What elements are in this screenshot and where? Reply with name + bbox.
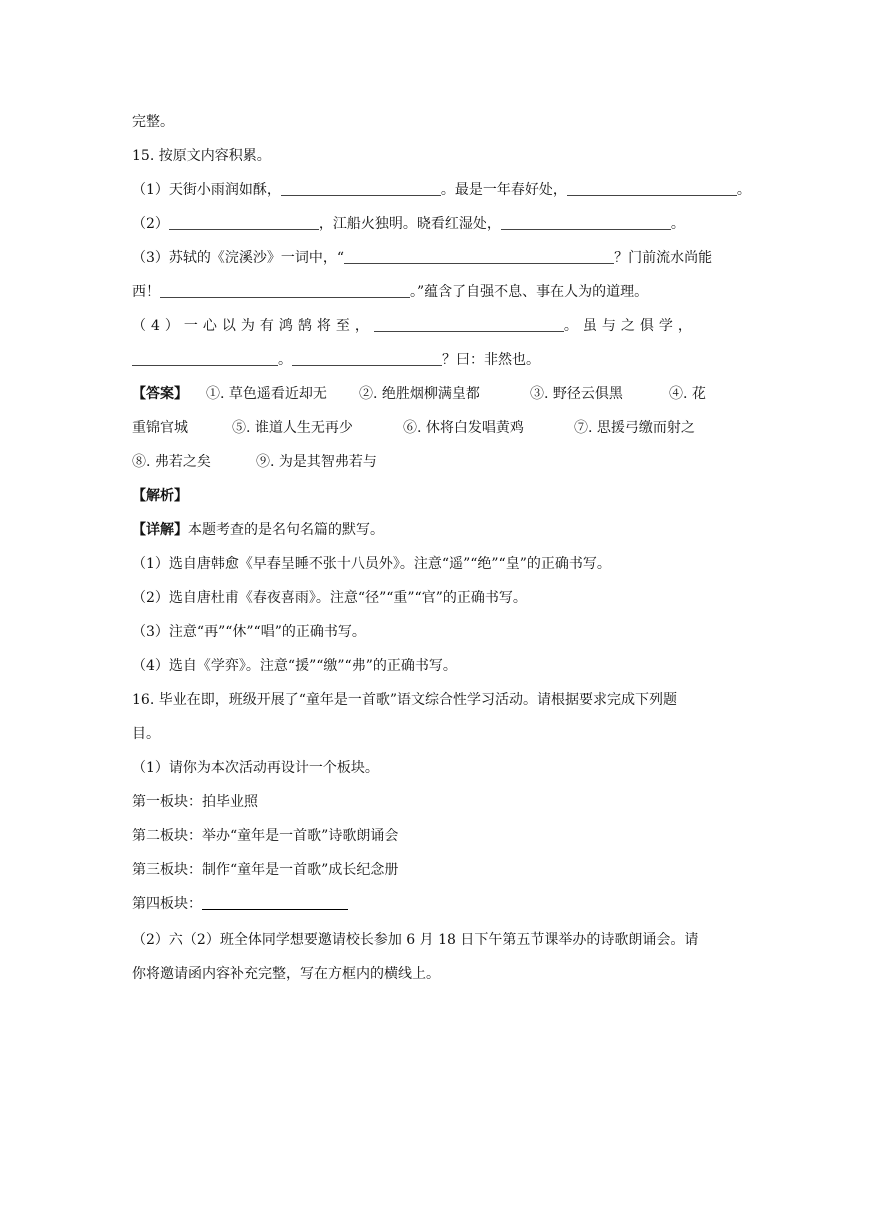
q16-item-2: （2）六（2）班全体同学想要邀请校长参加 6 月 18 日下午第五节课举办的诗歌朗诵会。请	[132, 932, 699, 948]
detail-text: 本题考查的是名句名篇的默写。	[188, 522, 384, 538]
text: ？曰：非然也。	[442, 352, 540, 368]
text: 。	[736, 182, 751, 198]
question-16-title: 16. 毕业在即，班级开展了“童年是一首歌”语文综合性学习活动。请根据要求完成下列题	[132, 692, 678, 708]
fill-blank	[202, 895, 348, 910]
text: （2）	[132, 216, 169, 232]
answer-item: 重锦官城	[132, 420, 188, 436]
text: ？门前流水尚能	[614, 250, 713, 266]
board-4	[132, 894, 348, 914]
analysis-item-1: （1）选自唐韩愈《早春呈睡不张十八员外》。注意“遥”“绝”“皇”的正确书写。	[132, 556, 611, 572]
text: （1）天街小雨润如酥，	[132, 182, 281, 198]
answer-item: ⑤. 谁道人生无再少	[232, 420, 353, 436]
board-2: 第二板块：举办“童年是一首歌”诗歌朗诵会	[132, 828, 399, 844]
analysis-label: 【解析】	[132, 488, 188, 504]
fill-blank	[292, 351, 442, 366]
fill-blank	[567, 181, 737, 196]
analysis-item-3: （3）注意“再”“休”“唱”的正确书写。	[132, 624, 366, 640]
answer-item: ④. 花	[669, 386, 706, 402]
board-1: 第一板块：拍毕业照	[132, 794, 258, 810]
answer-item: ⑦. 思援弓缴而射之	[574, 420, 695, 436]
q15-item-3	[132, 248, 712, 268]
text: ，江船火独明。晓看红湿处，	[318, 216, 501, 232]
text: 。	[670, 216, 685, 232]
answer-item: ③. 野径云俱黑	[530, 386, 623, 402]
analysis-item-4: （4）选自《学弈》。注意“援”“缴”“弗”的正确书写。	[132, 658, 457, 674]
fill-blank	[160, 283, 410, 298]
q15-item-4-cont	[132, 350, 540, 370]
answer-line-2	[132, 418, 695, 438]
answer-line-1	[132, 384, 706, 404]
q15-item-3-cont	[132, 282, 648, 302]
text: 。最是一年春好处，	[440, 182, 567, 198]
fill-blank	[374, 317, 564, 332]
text: （4）一心以为有鸿鹄将至，	[132, 318, 374, 334]
detail-label: 【详解】	[132, 522, 188, 538]
q15-item-1	[132, 180, 751, 200]
question-15-title: 15. 按原文内容积累。	[132, 148, 271, 164]
q15-item-4	[132, 316, 697, 336]
fill-blank	[344, 249, 614, 264]
analysis-item-2: （2）选自唐杜甫《春夜喜雨》。注意“径”“重”“官”的正确书写。	[132, 590, 527, 606]
q15-item-2	[132, 214, 685, 234]
text-line: 完整。	[132, 114, 174, 130]
fill-blank	[281, 181, 441, 196]
answer-line-3	[132, 452, 377, 472]
fill-blank	[169, 215, 319, 230]
text: 第四板块：	[132, 896, 202, 912]
q16-item-1: （1）请你为本次活动再设计一个板块。	[132, 760, 379, 776]
detail-line	[132, 520, 384, 540]
answer-item: ①. 草色遥看近却无	[206, 386, 327, 402]
answer-label: 【答案】	[132, 386, 188, 402]
text-line: 你将邀请函内容补充完整，写在方框内的横线上。	[132, 966, 440, 982]
text: （3）苏轼的《浣溪沙》一词中，“	[132, 250, 345, 266]
answer-item: ⑧. 弗若之矣	[132, 454, 211, 470]
answer-item: ⑨. 为是其智弗若与	[256, 454, 377, 470]
answer-item: ⑥. 休将白发唱黄鸡	[403, 420, 524, 436]
fill-blank	[501, 215, 671, 230]
fill-blank	[132, 351, 278, 366]
text: 。	[278, 352, 292, 368]
board-3: 第三板块：制作“童年是一首歌”成长纪念册	[132, 862, 399, 878]
text: 西！	[132, 284, 160, 300]
text-line: 目。	[132, 726, 160, 742]
text: 。”蕴含了自强不息、事在人为的道理。	[410, 284, 649, 300]
text: 。虽与之俱学，	[563, 318, 697, 334]
answer-item: ②. 绝胜烟柳满皇都	[359, 386, 480, 402]
